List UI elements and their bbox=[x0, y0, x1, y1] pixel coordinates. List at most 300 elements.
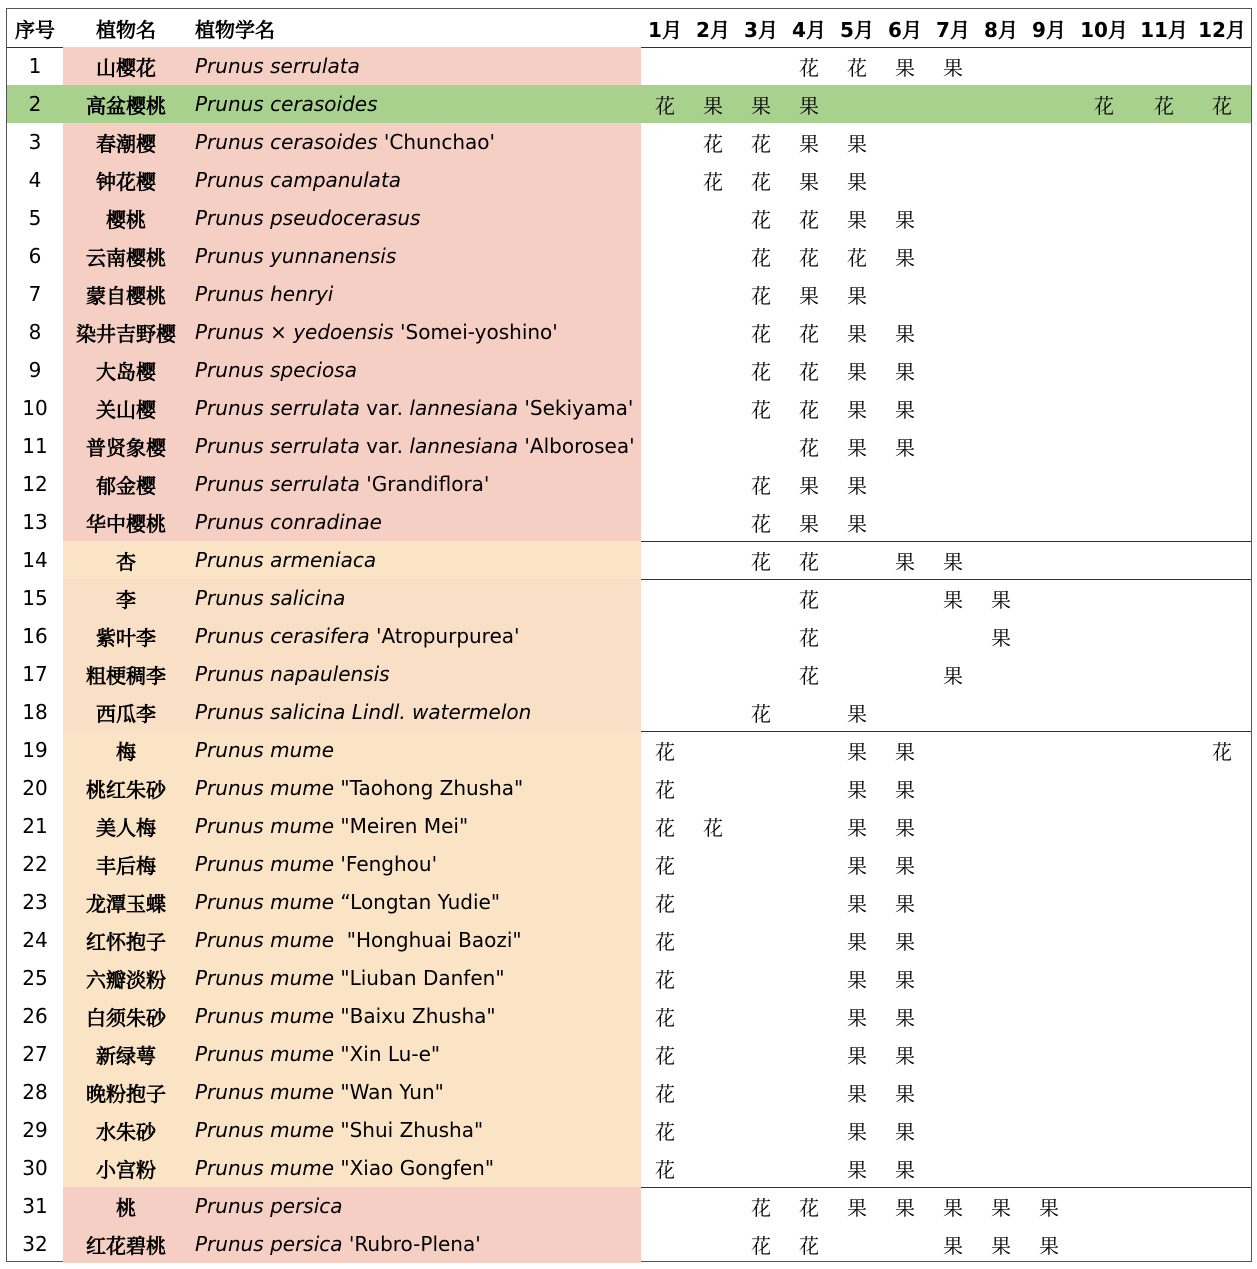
row-num: 17 bbox=[22, 662, 48, 686]
scientific-name: Prunus speciosa bbox=[189, 351, 641, 389]
month-cell-8 bbox=[977, 47, 1025, 85]
month-cell-2 bbox=[689, 389, 737, 427]
month-cell-7 bbox=[929, 769, 977, 807]
month-cell-12 bbox=[1193, 693, 1251, 731]
row-num: 32 bbox=[22, 1232, 48, 1256]
month-cell-3 bbox=[737, 617, 785, 655]
month-cell-5 bbox=[833, 617, 881, 655]
month-cell-8 bbox=[977, 921, 1025, 959]
table-row bbox=[7, 845, 1251, 883]
month-cell-12 bbox=[1193, 579, 1251, 617]
scientific-name: Prunus henryi bbox=[189, 275, 641, 313]
month-cell-2 bbox=[689, 845, 737, 883]
table-row bbox=[7, 275, 1251, 313]
month-cell-8 bbox=[977, 427, 1025, 465]
month-cell-1: 花 bbox=[655, 777, 675, 802]
month-cell-2: 花 bbox=[703, 815, 723, 840]
month-cell-5: 果 bbox=[847, 739, 867, 764]
table-row bbox=[7, 655, 1251, 693]
month-cell-7 bbox=[929, 959, 977, 997]
header-month-12: 12月 bbox=[1198, 17, 1246, 42]
month-cell-5: 果 bbox=[847, 511, 867, 536]
month-cell-5: 果 bbox=[847, 397, 867, 422]
month-cell-2 bbox=[689, 1187, 737, 1225]
month-cell-12 bbox=[1193, 465, 1251, 503]
month-cell-11 bbox=[1135, 1111, 1193, 1149]
month-cell-11 bbox=[1135, 883, 1193, 921]
month-cell-6 bbox=[881, 123, 929, 161]
month-cell-9 bbox=[1025, 997, 1073, 1035]
month-cell-1 bbox=[641, 503, 689, 541]
month-cell-10 bbox=[1073, 769, 1135, 807]
month-cell-11 bbox=[1135, 997, 1193, 1035]
month-cell-10 bbox=[1073, 883, 1135, 921]
month-cell-7: 果 bbox=[943, 1195, 963, 1220]
month-cell-4: 果 bbox=[799, 473, 819, 498]
month-cell-4: 花 bbox=[799, 435, 819, 460]
month-cell-6: 果 bbox=[895, 549, 915, 574]
month-cell-12: 花 bbox=[1212, 93, 1232, 118]
month-cell-11 bbox=[1135, 161, 1193, 199]
month-cell-12 bbox=[1193, 1073, 1251, 1111]
month-cell-3 bbox=[737, 427, 785, 465]
month-cell-9 bbox=[1025, 313, 1073, 351]
month-cell-9 bbox=[1025, 161, 1073, 199]
month-cell-3 bbox=[737, 579, 785, 617]
month-cell-3 bbox=[737, 807, 785, 845]
month-cell-7 bbox=[929, 237, 977, 275]
month-cell-8 bbox=[977, 465, 1025, 503]
month-cell-10 bbox=[1073, 1187, 1135, 1225]
month-cell-2 bbox=[689, 1225, 737, 1263]
scientific-name: Prunus cerasoides 'Chunchao' bbox=[189, 123, 641, 161]
month-cell-3 bbox=[737, 1111, 785, 1149]
month-cell-11 bbox=[1135, 199, 1193, 237]
month-cell-5: 果 bbox=[847, 473, 867, 498]
month-cell-1: 花 bbox=[655, 1005, 675, 1030]
month-cell-7 bbox=[929, 351, 977, 389]
table-row bbox=[7, 313, 1251, 351]
table-row bbox=[7, 693, 1251, 731]
scientific-name: Prunus salicina bbox=[189, 579, 641, 617]
row-num: 8 bbox=[28, 320, 42, 344]
month-cell-9 bbox=[1025, 731, 1073, 769]
month-cell-12: 花 bbox=[1212, 739, 1232, 764]
row-num: 27 bbox=[22, 1042, 48, 1066]
month-cell-12 bbox=[1193, 883, 1251, 921]
month-cell-1 bbox=[641, 617, 689, 655]
month-cell-9: 果 bbox=[1039, 1233, 1059, 1258]
header-month-3: 3月 bbox=[744, 17, 778, 42]
month-cell-8 bbox=[977, 1111, 1025, 1149]
month-cell-6 bbox=[881, 693, 929, 731]
month-cell-2 bbox=[689, 275, 737, 313]
scientific-name: Prunus serrulata 'Grandiflora' bbox=[189, 465, 641, 503]
month-cell-4: 花 bbox=[799, 55, 819, 80]
row-num: 25 bbox=[22, 966, 48, 990]
month-cell-4 bbox=[785, 1073, 833, 1111]
month-cell-3: 花 bbox=[751, 169, 771, 194]
header-sci: 植物学名 bbox=[195, 17, 275, 42]
month-cell-8 bbox=[977, 1073, 1025, 1111]
row-num: 11 bbox=[22, 434, 48, 458]
month-cell-2 bbox=[689, 313, 737, 351]
month-cell-9 bbox=[1025, 807, 1073, 845]
month-cell-10 bbox=[1073, 503, 1135, 541]
plant-name: 红花碧桃 bbox=[63, 1225, 189, 1263]
table-row bbox=[7, 1149, 1251, 1187]
month-cell-11 bbox=[1135, 541, 1193, 579]
row-num: 13 bbox=[22, 510, 48, 534]
month-cell-3: 花 bbox=[751, 207, 771, 232]
month-cell-5: 果 bbox=[847, 891, 867, 916]
month-cell-12 bbox=[1193, 237, 1251, 275]
header-month-11: 11月 bbox=[1140, 17, 1188, 42]
month-cell-3: 花 bbox=[751, 473, 771, 498]
month-cell-10 bbox=[1073, 807, 1135, 845]
month-cell-8 bbox=[977, 503, 1025, 541]
month-cell-3: 花 bbox=[751, 511, 771, 536]
month-cell-6 bbox=[881, 503, 929, 541]
month-cell-2 bbox=[689, 617, 737, 655]
header-month-10: 10月 bbox=[1080, 17, 1128, 42]
table-row bbox=[7, 351, 1251, 389]
month-cell-2: 花 bbox=[703, 169, 723, 194]
header-row bbox=[7, 9, 1251, 48]
row-num: 26 bbox=[22, 1004, 48, 1028]
month-cell-9 bbox=[1025, 1149, 1073, 1187]
plant-name: 杏 bbox=[63, 541, 189, 579]
scientific-name: Prunus mume "Taohong Zhusha" bbox=[189, 769, 641, 807]
month-cell-5: 果 bbox=[847, 777, 867, 802]
month-cell-5: 果 bbox=[847, 701, 867, 726]
month-cell-6: 果 bbox=[895, 55, 915, 80]
month-cell-10 bbox=[1073, 693, 1135, 731]
month-cell-5: 果 bbox=[847, 131, 867, 156]
month-cell-12 bbox=[1193, 769, 1251, 807]
month-cell-4 bbox=[785, 731, 833, 769]
row-num: 20 bbox=[22, 776, 48, 800]
month-cell-5 bbox=[833, 579, 881, 617]
month-cell-4 bbox=[785, 845, 833, 883]
month-cell-3: 果 bbox=[751, 93, 771, 118]
month-cell-1: 花 bbox=[655, 891, 675, 916]
row-num: 16 bbox=[22, 624, 48, 648]
month-cell-9 bbox=[1025, 427, 1073, 465]
row-num: 19 bbox=[22, 738, 48, 762]
month-cell-3 bbox=[737, 47, 785, 85]
plant-name: 普贤象樱 bbox=[63, 427, 189, 465]
month-cell-6: 果 bbox=[895, 207, 915, 232]
month-cell-5: 花 bbox=[847, 245, 867, 270]
month-cell-2 bbox=[689, 1035, 737, 1073]
month-cell-10 bbox=[1073, 541, 1135, 579]
row-num: 23 bbox=[22, 890, 48, 914]
month-cell-6: 果 bbox=[895, 1195, 915, 1220]
month-cell-6: 果 bbox=[895, 891, 915, 916]
month-cell-8 bbox=[977, 959, 1025, 997]
month-cell-6: 果 bbox=[895, 1005, 915, 1030]
scientific-name: Prunus cerasifera 'Atropurpurea' bbox=[189, 617, 641, 655]
month-cell-8 bbox=[977, 275, 1025, 313]
month-cell-7 bbox=[929, 427, 977, 465]
month-cell-7: 果 bbox=[943, 549, 963, 574]
month-cell-11 bbox=[1135, 351, 1193, 389]
month-cell-10 bbox=[1073, 959, 1135, 997]
scientific-name: Prunus cerasoides bbox=[189, 85, 641, 123]
scientific-name: Prunus mume "Wan Yun" bbox=[189, 1073, 641, 1111]
scientific-name: Prunus armeniaca bbox=[189, 541, 641, 579]
scientific-name: Prunus conradinae bbox=[189, 503, 641, 541]
month-cell-9 bbox=[1025, 351, 1073, 389]
month-cell-3 bbox=[737, 1149, 785, 1187]
month-cell-7 bbox=[929, 883, 977, 921]
month-cell-7 bbox=[929, 731, 977, 769]
table-row bbox=[7, 807, 1251, 845]
month-cell-11 bbox=[1135, 731, 1193, 769]
month-cell-1 bbox=[641, 351, 689, 389]
month-cell-10 bbox=[1073, 351, 1135, 389]
month-cell-3: 花 bbox=[751, 397, 771, 422]
month-cell-10 bbox=[1073, 275, 1135, 313]
month-cell-2 bbox=[689, 655, 737, 693]
month-cell-12 bbox=[1193, 1225, 1251, 1263]
table-row bbox=[7, 921, 1251, 959]
month-cell-7 bbox=[929, 1035, 977, 1073]
month-cell-3: 花 bbox=[751, 1233, 771, 1258]
month-cell-4: 果 bbox=[799, 131, 819, 156]
month-cell-10 bbox=[1073, 655, 1135, 693]
table-row bbox=[7, 883, 1251, 921]
month-cell-4: 花 bbox=[799, 1195, 819, 1220]
month-cell-7: 果 bbox=[943, 55, 963, 80]
row-num: 29 bbox=[22, 1118, 48, 1142]
month-cell-4: 花 bbox=[799, 1233, 819, 1258]
month-cell-1 bbox=[641, 275, 689, 313]
row-num: 3 bbox=[28, 130, 42, 154]
month-cell-3 bbox=[737, 731, 785, 769]
month-cell-4 bbox=[785, 921, 833, 959]
scientific-name: Prunus napaulensis bbox=[189, 655, 641, 693]
month-cell-2 bbox=[689, 1111, 737, 1149]
plant-name: 新绿萼 bbox=[63, 1035, 189, 1073]
month-cell-12 bbox=[1193, 275, 1251, 313]
month-cell-2 bbox=[689, 503, 737, 541]
month-cell-2 bbox=[689, 579, 737, 617]
plant-name: 六瓣淡粉 bbox=[63, 959, 189, 997]
month-cell-7 bbox=[929, 1073, 977, 1111]
month-cell-8 bbox=[977, 731, 1025, 769]
month-cell-11 bbox=[1135, 123, 1193, 161]
month-cell-12 bbox=[1193, 389, 1251, 427]
month-cell-6 bbox=[881, 655, 929, 693]
month-cell-3: 花 bbox=[751, 549, 771, 574]
plant-name: 西瓜李 bbox=[63, 693, 189, 731]
month-cell-2 bbox=[689, 427, 737, 465]
month-cell-9 bbox=[1025, 123, 1073, 161]
month-cell-5 bbox=[833, 541, 881, 579]
month-cell-9 bbox=[1025, 1035, 1073, 1073]
month-cell-12 bbox=[1193, 427, 1251, 465]
month-cell-6: 果 bbox=[895, 397, 915, 422]
month-cell-10 bbox=[1073, 427, 1135, 465]
month-cell-6: 果 bbox=[895, 853, 915, 878]
month-cell-8 bbox=[977, 351, 1025, 389]
month-cell-8 bbox=[977, 123, 1025, 161]
scientific-name: Prunus mume "Liuban Danfen" bbox=[189, 959, 641, 997]
scientific-name: Prunus mume "Baixu Zhusha" bbox=[189, 997, 641, 1035]
month-cell-7 bbox=[929, 313, 977, 351]
scientific-name: Prunus mume "Xin Lu-e" bbox=[189, 1035, 641, 1073]
month-cell-3: 花 bbox=[751, 701, 771, 726]
month-cell-5: 果 bbox=[847, 1119, 867, 1144]
month-cell-7 bbox=[929, 275, 977, 313]
month-cell-7 bbox=[929, 693, 977, 731]
table-row bbox=[7, 1111, 1251, 1149]
month-cell-11 bbox=[1135, 1187, 1193, 1225]
month-cell-2 bbox=[689, 199, 737, 237]
plant-name: 丰后梅 bbox=[63, 845, 189, 883]
header-month-6: 6月 bbox=[888, 17, 922, 42]
month-cell-10 bbox=[1073, 237, 1135, 275]
row-num: 7 bbox=[28, 282, 42, 306]
month-cell-5: 果 bbox=[847, 169, 867, 194]
month-cell-8: 果 bbox=[991, 1233, 1011, 1258]
row-num: 14 bbox=[22, 548, 48, 572]
table-row bbox=[7, 997, 1251, 1035]
header-month-2: 2月 bbox=[696, 17, 730, 42]
month-cell-1 bbox=[641, 465, 689, 503]
month-cell-4 bbox=[785, 693, 833, 731]
month-cell-9 bbox=[1025, 389, 1073, 427]
table-row bbox=[7, 1073, 1251, 1111]
month-cell-5: 果 bbox=[847, 967, 867, 992]
month-cell-9 bbox=[1025, 845, 1073, 883]
month-cell-1 bbox=[641, 1225, 689, 1263]
month-cell-4: 花 bbox=[799, 207, 819, 232]
month-cell-9 bbox=[1025, 503, 1073, 541]
month-cell-4: 果 bbox=[799, 283, 819, 308]
month-cell-3 bbox=[737, 921, 785, 959]
month-cell-11 bbox=[1135, 807, 1193, 845]
month-cell-6: 果 bbox=[895, 815, 915, 840]
plant-name: 春潮樱 bbox=[63, 123, 189, 161]
month-cell-2 bbox=[689, 883, 737, 921]
month-cell-4: 果 bbox=[799, 93, 819, 118]
month-cell-7 bbox=[929, 617, 977, 655]
month-cell-8: 果 bbox=[991, 587, 1011, 612]
month-cell-10 bbox=[1073, 389, 1135, 427]
table-row bbox=[7, 1035, 1251, 1073]
month-cell-6 bbox=[881, 465, 929, 503]
scientific-name: Prunus serrulata var. lannesiana 'Sekiyama' bbox=[189, 389, 641, 427]
month-cell-4 bbox=[785, 807, 833, 845]
month-cell-4 bbox=[785, 1149, 833, 1187]
month-cell-2 bbox=[689, 465, 737, 503]
month-cell-1 bbox=[641, 161, 689, 199]
month-cell-3 bbox=[737, 959, 785, 997]
month-cell-1: 花 bbox=[655, 1081, 675, 1106]
row-num: 24 bbox=[22, 928, 48, 952]
month-cell-1: 花 bbox=[655, 929, 675, 954]
month-cell-9 bbox=[1025, 275, 1073, 313]
plant-name: 樱桃 bbox=[63, 199, 189, 237]
row-num: 9 bbox=[28, 358, 42, 382]
month-cell-3: 花 bbox=[751, 245, 771, 270]
month-cell-2 bbox=[689, 47, 737, 85]
row-num: 22 bbox=[22, 852, 48, 876]
table-row bbox=[7, 731, 1251, 769]
month-cell-6: 果 bbox=[895, 321, 915, 346]
month-cell-11 bbox=[1135, 959, 1193, 997]
month-cell-2 bbox=[689, 731, 737, 769]
month-cell-10: 花 bbox=[1094, 93, 1114, 118]
month-cell-12 bbox=[1193, 199, 1251, 237]
month-cell-7 bbox=[929, 123, 977, 161]
plant-name: 华中樱桃 bbox=[63, 503, 189, 541]
header-month-9: 9月 bbox=[1032, 17, 1066, 42]
month-cell-8 bbox=[977, 997, 1025, 1035]
month-cell-1 bbox=[641, 237, 689, 275]
month-cell-2 bbox=[689, 769, 737, 807]
month-cell-9 bbox=[1025, 85, 1073, 123]
month-cell-5: 果 bbox=[847, 853, 867, 878]
month-cell-9 bbox=[1025, 883, 1073, 921]
month-cell-7 bbox=[929, 1149, 977, 1187]
scientific-name: Prunus mume “Longtan Yudie" bbox=[189, 883, 641, 921]
month-cell-6: 果 bbox=[895, 929, 915, 954]
header-month-1: 1月 bbox=[648, 17, 682, 42]
month-cell-10 bbox=[1073, 161, 1135, 199]
scientific-name: Prunus mume "Shui Zhusha" bbox=[189, 1111, 641, 1149]
month-cell-12 bbox=[1193, 541, 1251, 579]
month-cell-1 bbox=[641, 427, 689, 465]
plant-name: 红怀抱子 bbox=[63, 921, 189, 959]
phenology-table bbox=[6, 8, 1252, 1262]
month-cell-7 bbox=[929, 199, 977, 237]
month-cell-7 bbox=[929, 807, 977, 845]
plant-name: 紫叶李 bbox=[63, 617, 189, 655]
month-cell-12 bbox=[1193, 1111, 1251, 1149]
month-cell-2 bbox=[689, 997, 737, 1035]
row-num: 10 bbox=[22, 396, 48, 420]
table-row bbox=[7, 47, 1251, 85]
month-cell-8 bbox=[977, 769, 1025, 807]
month-cell-8 bbox=[977, 807, 1025, 845]
header-month-7: 7月 bbox=[936, 17, 970, 42]
table-row bbox=[7, 199, 1251, 237]
month-cell-12 bbox=[1193, 617, 1251, 655]
month-cell-4: 花 bbox=[799, 359, 819, 384]
plant-name: 小宫粉 bbox=[63, 1149, 189, 1187]
month-cell-9 bbox=[1025, 921, 1073, 959]
group-divider bbox=[641, 579, 1251, 580]
scientific-name: Prunus serrulata var. lannesiana 'Alborosea' bbox=[189, 427, 641, 465]
month-cell-12 bbox=[1193, 959, 1251, 997]
month-cell-7 bbox=[929, 465, 977, 503]
header-name: 植物名 bbox=[96, 17, 156, 42]
month-cell-9 bbox=[1025, 199, 1073, 237]
month-cell-3 bbox=[737, 883, 785, 921]
month-cell-5: 果 bbox=[847, 1005, 867, 1030]
month-cell-12 bbox=[1193, 313, 1251, 351]
table-row bbox=[7, 465, 1251, 503]
month-cell-1: 花 bbox=[655, 93, 675, 118]
month-cell-8 bbox=[977, 237, 1025, 275]
month-cell-2 bbox=[689, 351, 737, 389]
month-cell-1 bbox=[641, 313, 689, 351]
month-cell-2: 花 bbox=[703, 131, 723, 156]
